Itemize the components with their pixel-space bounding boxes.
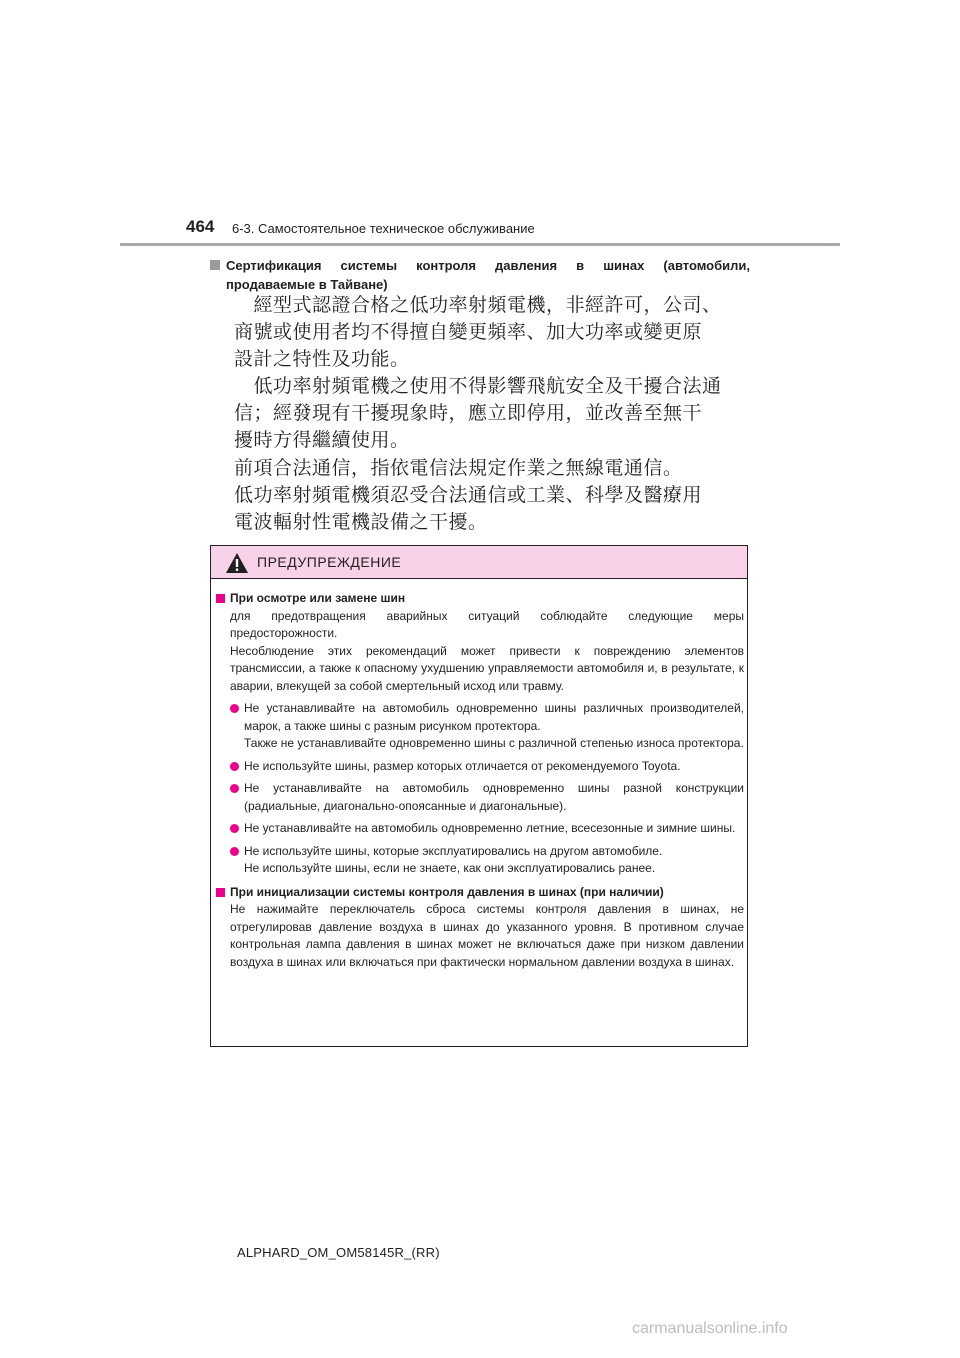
warning-body [216, 590, 744, 971]
warning-box [210, 545, 748, 1047]
tpms-initialization-heading [216, 884, 744, 902]
list-item-text: Не устанавливайте на автомобиль одновременно летние, всесезонные и зимние шины. [244, 821, 736, 835]
warning-title: ПРЕДУПРЕЖДЕНИЕ [257, 554, 402, 570]
square-bullet-icon [216, 888, 225, 897]
warning-triangle-icon [225, 552, 249, 574]
paragraph: Несоблюдение этих рекомендаций может привести к повреждению элементов трансмиссии, а также к опасному ухудшению управляемости автомобиля и, в результате, к аварии, влекущей за собой смертельный исход или травму. [230, 643, 744, 693]
tire-inspection-heading [216, 590, 744, 608]
square-bullet-icon [210, 260, 220, 270]
watermark: carmanualsonline.info [632, 1320, 788, 1337]
cjk-line: 前項合法通信，指依電信法規定作業之無線電通信。 [234, 456, 683, 479]
list-item-text: Не устанавливайте на автомобиль одновременно шины разной конструкции (радиальные, диагонально-опоясанные и диагональные). [244, 781, 744, 813]
taiwan-regulation-text [234, 292, 722, 536]
cjk-line: 商號或使用者均不得擅自變更頻率、加大功率或變更原 [234, 321, 703, 344]
round-bullet-icon [230, 847, 239, 856]
list-item [216, 843, 744, 878]
cjk-line: 設計之特性及功能。 [234, 348, 410, 371]
list-item-text: Не устанавливайте на автомобиль одновременно шины различных производителей, марок, а также шины с разным рисунком протектора. [244, 701, 744, 733]
round-bullet-icon [230, 784, 239, 793]
cjk-line: 低功率射頻電機須忍受合法通信或工業、科學及醫療用 [234, 483, 703, 506]
square-bullet-icon [216, 594, 225, 603]
tire-inspection-heading-text: При осмотре или замене шин [230, 591, 406, 605]
page-number: 464 [186, 217, 215, 236]
running-head: 6-3. Самостоятельное техническое обслуживание [232, 221, 535, 236]
list-item [216, 700, 744, 753]
cjk-line: 信；經發現有干擾現象時，應立即停用，並改善至無干 [234, 402, 703, 425]
round-bullet-icon [230, 824, 239, 833]
list-item [216, 758, 744, 776]
list-item-extra: Не используйте шины, если не знаете, как они эксплуатировались ранее. [244, 861, 656, 875]
header-rule [120, 243, 840, 246]
taiwan-certification-section [210, 256, 750, 294]
warning-header [211, 546, 747, 579]
cjk-line: 經型式認證合格之低功率射頻電機，非經許可，公司、 [234, 294, 722, 316]
cjk-line: 擾時方得繼續使用。 [234, 429, 410, 452]
round-bullet-icon [230, 704, 239, 713]
document-code: ALPHARD_OM_OM58145R_(RR) [237, 1245, 440, 1260]
section-title-text: Сертификация системы контроля давления в шинах (автомобили, продаваемые в Тайване) [226, 258, 750, 292]
paragraph: Не нажимайте переключатель сброса системы контроля давления в шинах, не отрегулировав давление воздуха в шинах до указанного уровня. В противном случае контрольная лампа давления в шинах может не включаться даже при низком давлении воздуха в шинах или включаться при фактически нормальном давлении воздуха в шинах. [230, 902, 744, 969]
round-bullet-icon [230, 762, 239, 771]
cjk-line: 電波輻射性電機設備之干擾。 [234, 510, 488, 533]
list-item-text: Не используйте шины, размер которых отличается от рекомендуемого Toyota. [244, 758, 681, 773]
list-item [216, 820, 744, 838]
tpms-initialization-heading-text: При инициализации системы контроля давления в шинах (при наличии) [230, 884, 664, 899]
section-title [210, 256, 750, 294]
paragraph: для предотвращения аварийных ситуаций соблюдайте следующие меры предосторожности. [230, 608, 744, 640]
list-item-text: Не используйте шины, которые эксплуатировались на другом автомобиле. [244, 843, 663, 858]
list-item-extra: Также не устанавливайте одновременно шины с различной степенью износа протектора. [244, 736, 744, 750]
cjk-line: 低功率射頻電機之使用不得影響飛航安全及干擾合法通 [234, 375, 722, 398]
list-item [216, 780, 744, 815]
